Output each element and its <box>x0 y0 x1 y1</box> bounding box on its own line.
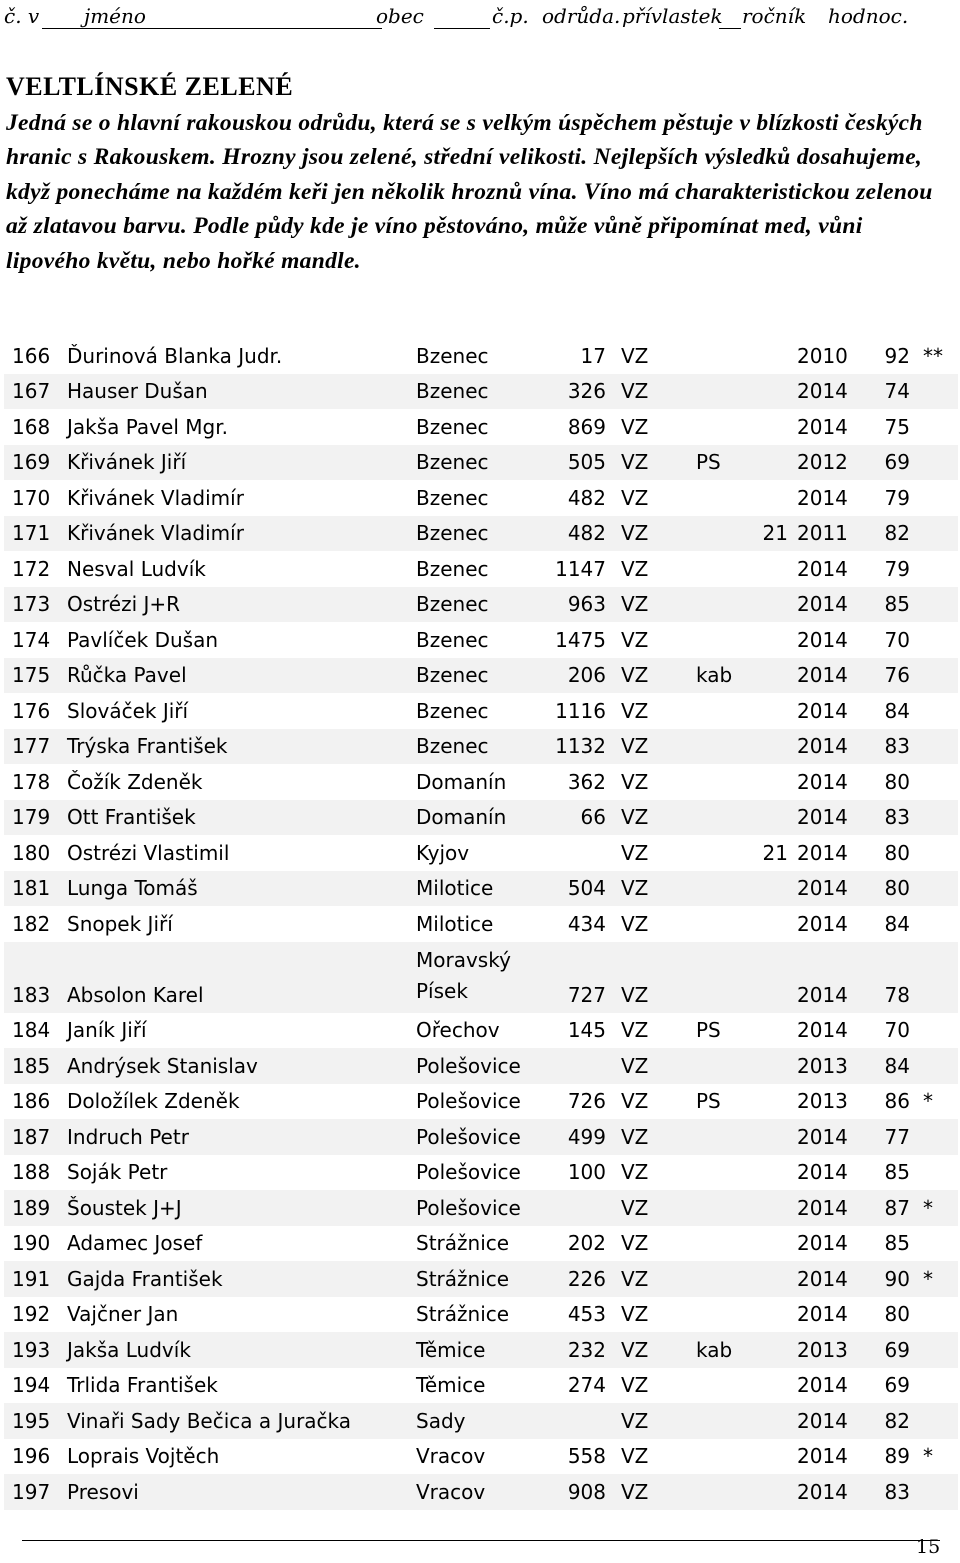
house-number: 869 <box>567 414 606 439</box>
score: 92 <box>884 343 910 368</box>
award-stars: * <box>923 1444 933 1468</box>
house-number: 1116 <box>555 698 606 723</box>
score: 69 <box>884 1337 910 1362</box>
house-number: 558 <box>567 1444 606 1468</box>
village: Milotice <box>416 911 494 936</box>
vintage-year: 2014 <box>797 769 848 794</box>
house-number: 434 <box>567 911 606 936</box>
entry-number: 171 <box>12 521 51 545</box>
variety-code: VZ <box>621 1089 649 1113</box>
variety-code: VZ <box>621 1053 649 1078</box>
entry-number: 167 <box>12 379 51 403</box>
entrant-name: Hauser Dušan <box>67 379 208 403</box>
score: 84 <box>884 911 910 936</box>
vintage-year: 2010 <box>797 343 848 368</box>
house-number: 726 <box>567 1089 606 1113</box>
header-col-rocnik: ročník <box>742 4 807 28</box>
predicate: kab <box>696 663 733 687</box>
entry-number: 196 <box>12 1444 51 1468</box>
vintage-year: 2014 <box>797 1444 848 1468</box>
table-row <box>4 1261 958 1297</box>
house-number: 1147 <box>555 556 606 581</box>
entry-number: 170 <box>12 485 51 510</box>
entry-number: 185 <box>12 1053 51 1078</box>
entrant-name: Lunga Tomáš <box>67 876 198 900</box>
village: Bzenec <box>416 556 489 581</box>
score: 76 <box>884 663 910 687</box>
table-row <box>4 871 958 907</box>
entrant-name: Ott František <box>67 805 196 829</box>
entrant-name: Ostrézi J+R <box>67 592 181 616</box>
table-row <box>4 587 958 623</box>
variety-code: VZ <box>621 485 649 510</box>
variety-code: VZ <box>621 1373 649 1397</box>
house-number: 66 <box>580 805 606 829</box>
header-col-cp: č.p. <box>492 4 529 28</box>
header-col-privlastek-line <box>719 4 741 29</box>
vintage-year: 2014 <box>797 734 848 758</box>
score: 79 <box>884 485 910 510</box>
vintage-year: 2014 <box>797 1373 848 1397</box>
vintage-year: 2014 <box>797 876 848 900</box>
house-number: 908 <box>567 1479 606 1504</box>
vintage-year: 2013 <box>797 1337 848 1362</box>
village: Milotice <box>416 876 494 900</box>
village: Strážnice <box>416 1266 510 1291</box>
village: Bzenec <box>416 663 489 687</box>
predicate: 21 <box>762 840 788 865</box>
variety-code: VZ <box>621 1124 649 1149</box>
score: 84 <box>884 698 910 723</box>
house-number: 206 <box>567 663 606 687</box>
vintage-year: 2014 <box>797 414 848 439</box>
village: Bzenec <box>416 698 489 723</box>
variety-code: VZ <box>621 734 649 758</box>
house-number: 202 <box>567 1231 606 1255</box>
variety-code: VZ <box>621 911 649 936</box>
footer-rule <box>22 1540 940 1541</box>
village: Polešovice <box>416 1195 521 1220</box>
variety-code: VZ <box>621 1302 649 1326</box>
table-row <box>4 1084 958 1120</box>
house-number: 505 <box>567 450 606 474</box>
header-col-jmeno: jméno <box>42 4 382 29</box>
table-row <box>4 1297 958 1333</box>
house-number: 145 <box>567 1018 606 1042</box>
score: 69 <box>884 1373 910 1397</box>
variety-code: VZ <box>621 414 649 439</box>
score: 85 <box>884 592 910 616</box>
entry-number: 183 <box>12 982 51 1007</box>
variety-code: VZ <box>621 876 649 900</box>
score: 83 <box>884 1479 910 1504</box>
entry-number: 168 <box>12 414 51 439</box>
table-row <box>4 622 958 658</box>
score: 87 <box>884 1195 910 1220</box>
header-col-odruda: odrůda. <box>542 4 621 28</box>
entrant-name: Křivánek Jiří <box>67 450 187 474</box>
table-row <box>4 445 958 481</box>
award-stars: * <box>923 1195 933 1220</box>
village: Polešovice <box>416 1124 521 1149</box>
village: Bzenec <box>416 521 489 545</box>
vintage-year: 2013 <box>797 1089 848 1113</box>
table-row <box>4 1048 958 1084</box>
entry-number: 194 <box>12 1373 51 1397</box>
score: 70 <box>884 1018 910 1042</box>
village: Polešovice <box>416 1160 521 1184</box>
village: Moravský Písek <box>416 947 511 1003</box>
table-row <box>4 1474 958 1510</box>
village: Vracov <box>416 1479 486 1504</box>
entrant-name: Soják Petr <box>67 1160 168 1184</box>
vintage-year: 2014 <box>797 1231 848 1255</box>
entrant-name: Křivánek Vladimír <box>67 485 244 510</box>
table-row <box>4 906 958 942</box>
score: 79 <box>884 556 910 581</box>
village: Strážnice <box>416 1231 510 1255</box>
entry-number: 182 <box>12 911 51 936</box>
award-stars: * <box>923 1089 933 1113</box>
house-number: 453 <box>567 1302 606 1326</box>
table-row <box>4 1155 958 1191</box>
variety-code: VZ <box>621 769 649 794</box>
entry-number: 191 <box>12 1266 51 1291</box>
score: 85 <box>884 1160 910 1184</box>
entrant-name: Presovi <box>67 1479 139 1504</box>
variety-code: VZ <box>621 1408 649 1433</box>
village: Sady <box>416 1408 466 1433</box>
award-stars: * <box>923 1266 933 1291</box>
header-col-hodnoc: hodnoc. <box>828 4 909 28</box>
village: Bzenec <box>416 450 489 474</box>
entry-number: 179 <box>12 805 51 829</box>
entry-number: 186 <box>12 1089 51 1113</box>
table-row <box>4 1332 958 1368</box>
house-number: 274 <box>567 1373 606 1397</box>
table-row <box>4 1013 958 1049</box>
village: Ořechov <box>416 1018 500 1042</box>
entrant-name: Gajda František <box>67 1266 223 1291</box>
vintage-year: 2014 <box>797 805 848 829</box>
village: Bzenec <box>416 414 489 439</box>
village: Bzenec <box>416 343 489 368</box>
entry-number: 174 <box>12 627 51 652</box>
entrant-name: Trlida František <box>67 1373 218 1397</box>
predicate: 21 <box>762 521 788 545</box>
score: 78 <box>884 982 910 1007</box>
entry-number: 180 <box>12 840 51 865</box>
variety-code: VZ <box>621 1195 649 1220</box>
house-number: 362 <box>567 769 606 794</box>
village: Bzenec <box>416 379 489 403</box>
score: 69 <box>884 450 910 474</box>
table-row <box>4 409 958 445</box>
house-number: 1475 <box>555 627 606 652</box>
entrant-name: Loprais Vojtěch <box>67 1444 220 1468</box>
entry-number: 188 <box>12 1160 51 1184</box>
village: Vracov <box>416 1444 486 1468</box>
house-number: 326 <box>567 379 606 403</box>
table-row <box>4 764 958 800</box>
score: 83 <box>884 805 910 829</box>
variety-code: VZ <box>621 663 649 687</box>
variety-code: VZ <box>621 1337 649 1362</box>
village: Polešovice <box>416 1053 521 1078</box>
village: Bzenec <box>416 627 489 652</box>
table-row <box>4 1119 958 1155</box>
vintage-year: 2014 <box>797 1124 848 1149</box>
header-col-obec: obec <box>376 4 424 28</box>
vintage-year: 2013 <box>797 1053 848 1078</box>
entrant-name: Vinaři Sady Bečica a Juračka <box>67 1408 352 1433</box>
score: 84 <box>884 1053 910 1078</box>
variety-code: VZ <box>621 1160 649 1184</box>
header-col-cv: č. v <box>4 4 40 28</box>
entrant-name: Růčka Pavel <box>67 663 187 687</box>
entry-number: 187 <box>12 1124 51 1149</box>
variety-code: VZ <box>621 343 649 368</box>
score: 74 <box>884 379 910 403</box>
predicate: PS <box>696 450 721 474</box>
entry-number: 181 <box>12 876 51 900</box>
header-col-privlastek: přívlastek <box>622 4 723 28</box>
house-number: 482 <box>567 485 606 510</box>
score: 77 <box>884 1124 910 1149</box>
variety-code: VZ <box>621 1479 649 1504</box>
table-row <box>4 1403 958 1439</box>
table-row <box>4 516 958 552</box>
table-row <box>4 338 958 374</box>
entrant-name: Adamec Josef <box>67 1231 203 1255</box>
score: 85 <box>884 1231 910 1255</box>
entry-number: 189 <box>12 1195 51 1220</box>
variety-code: VZ <box>621 521 649 545</box>
village: Bzenec <box>416 592 489 616</box>
table-row <box>4 1190 958 1226</box>
vintage-year: 2014 <box>797 556 848 581</box>
table-row <box>4 1226 958 1262</box>
score: 89 <box>884 1444 910 1468</box>
vintage-year: 2014 <box>797 698 848 723</box>
variety-code: VZ <box>621 1231 649 1255</box>
score: 80 <box>884 840 910 865</box>
entrant-name: Vajčner Jan <box>67 1302 179 1326</box>
entry-number: 178 <box>12 769 51 794</box>
entrant-name: Nesval Ludvík <box>67 556 206 581</box>
table-row <box>4 1368 958 1404</box>
entry-number: 190 <box>12 1231 51 1255</box>
house-number: 100 <box>567 1160 606 1184</box>
vintage-year: 2014 <box>797 485 848 510</box>
entry-number: 197 <box>12 1479 51 1504</box>
entrant-name: Křivánek Vladimír <box>67 521 244 545</box>
results-table <box>4 338 958 1510</box>
variety-code: VZ <box>621 698 649 723</box>
entry-number: 166 <box>12 343 51 368</box>
score: 82 <box>884 521 910 545</box>
entry-number: 193 <box>12 1337 51 1362</box>
house-number: 482 <box>567 521 606 545</box>
entrant-name: Andrýsek Stanislav <box>67 1053 258 1078</box>
entry-number: 177 <box>12 734 51 758</box>
table-row <box>4 942 958 1013</box>
entry-number: 169 <box>12 450 51 474</box>
entrant-name: Jakša Ludvík <box>67 1337 191 1362</box>
score: 75 <box>884 414 910 439</box>
entry-number: 172 <box>12 556 51 581</box>
table-row <box>4 800 958 836</box>
score: 86 <box>884 1089 910 1113</box>
vintage-year: 2011 <box>797 521 848 545</box>
page-header <box>4 4 954 32</box>
predicate: PS <box>696 1018 721 1042</box>
vintage-year: 2014 <box>797 663 848 687</box>
score: 80 <box>884 769 910 794</box>
entrant-name: Doložílek Zdeněk <box>67 1089 240 1113</box>
entrant-name: Absolon Karel <box>67 982 204 1007</box>
village: Polešovice <box>416 1089 521 1113</box>
vintage-year: 2014 <box>797 1479 848 1504</box>
vintage-year: 2014 <box>797 1302 848 1326</box>
entrant-name: Ďurinová Blanka Judr. <box>67 343 283 368</box>
house-number: 232 <box>567 1337 606 1362</box>
variety-code: VZ <box>621 1018 649 1042</box>
house-number: 727 <box>567 982 606 1007</box>
variety-code: VZ <box>621 450 649 474</box>
score: 80 <box>884 876 910 900</box>
village: Bzenec <box>416 485 489 510</box>
entry-number: 195 <box>12 1408 51 1433</box>
variety-code: VZ <box>621 1266 649 1291</box>
village: Kyjov <box>416 840 470 865</box>
variety-code: VZ <box>621 1444 649 1468</box>
house-number: 504 <box>567 876 606 900</box>
vintage-year: 2014 <box>797 592 848 616</box>
vintage-year: 2014 <box>797 982 848 1007</box>
entrant-name: Janík Jiří <box>67 1018 147 1042</box>
page-number: 15 <box>916 1536 941 1558</box>
vintage-year: 2014 <box>797 1160 848 1184</box>
variety-code: VZ <box>621 556 649 581</box>
entrant-name: Čožík Zdeněk <box>67 769 203 794</box>
entrant-name: Ostrézi Vlastimil <box>67 840 230 865</box>
village: Domanín <box>416 805 507 829</box>
section-title: VELTLÍNSKÉ ZELENÉ <box>6 72 294 101</box>
house-number: 17 <box>580 343 606 368</box>
vintage-year: 2014 <box>797 1018 848 1042</box>
score: 80 <box>884 1302 910 1326</box>
table-row <box>4 480 958 516</box>
score: 82 <box>884 1408 910 1433</box>
score: 90 <box>884 1266 910 1291</box>
table-row <box>4 374 958 410</box>
table-row <box>4 693 958 729</box>
score: 83 <box>884 734 910 758</box>
vintage-year: 2014 <box>797 1195 848 1220</box>
table-row <box>4 658 958 694</box>
vintage-year: 2014 <box>797 911 848 936</box>
table-row <box>4 551 958 587</box>
variety-code: VZ <box>621 627 649 652</box>
variety-code: VZ <box>621 982 649 1007</box>
entry-number: 192 <box>12 1302 51 1326</box>
entry-number: 184 <box>12 1018 51 1042</box>
vintage-year: 2014 <box>797 1266 848 1291</box>
entrant-name: Slováček Jiří <box>67 698 189 723</box>
table-row <box>4 835 958 871</box>
score: 70 <box>884 627 910 652</box>
entrant-name: Pavlíček Dušan <box>67 627 219 652</box>
header-col-obec-line <box>434 4 490 29</box>
house-number: 226 <box>567 1266 606 1291</box>
award-stars: ** <box>923 343 943 368</box>
entry-number: 173 <box>12 592 51 616</box>
entrant-name: Snopek Jiří <box>67 911 173 936</box>
predicate: PS <box>696 1089 721 1113</box>
entrant-name: Indruch Petr <box>67 1124 189 1149</box>
predicate: kab <box>696 1337 733 1362</box>
entrant-name: Šoustek J+J <box>67 1195 182 1220</box>
variety-code: VZ <box>621 592 649 616</box>
house-number: 1132 <box>555 734 606 758</box>
vintage-year: 2014 <box>797 840 848 865</box>
table-row <box>4 1439 958 1475</box>
section-description: Jedná se o hlavní rakouskou odrůdu, která se s velkým úspěchem pěstuje v blízkosti českých hranic s Rakouskem. Hrozny jsou zelené, střední velikosti. Nejlepších výsledků dosahujeme, když ponecháme na každém keři jen několik hroznů vína. Víno má charakteristickou zelenou až zlatavou barvu. Podle půdy kde je víno pěstováno, může vůně připomínat med, vůni lipového květu, nebo hořké mandle. <box>6 110 933 274</box>
entrant-name: Trýska František <box>67 734 228 758</box>
entrant-name: Jakša Pavel Mgr. <box>67 414 228 439</box>
vintage-year: 2014 <box>797 379 848 403</box>
house-number: 499 <box>567 1124 606 1149</box>
table-row <box>4 729 958 765</box>
vintage-year: 2014 <box>797 1408 848 1433</box>
village: Těmice <box>416 1337 486 1362</box>
variety-code: VZ <box>621 840 649 865</box>
vintage-year: 2014 <box>797 627 848 652</box>
village: Bzenec <box>416 734 489 758</box>
variety-code: VZ <box>621 379 649 403</box>
entry-number: 176 <box>12 698 51 723</box>
village: Strážnice <box>416 1302 510 1326</box>
village: Domanín <box>416 769 507 794</box>
vintage-year: 2012 <box>797 450 848 474</box>
variety-code: VZ <box>621 805 649 829</box>
entry-number: 175 <box>12 663 51 687</box>
house-number: 963 <box>567 592 606 616</box>
village: Těmice <box>416 1373 486 1397</box>
